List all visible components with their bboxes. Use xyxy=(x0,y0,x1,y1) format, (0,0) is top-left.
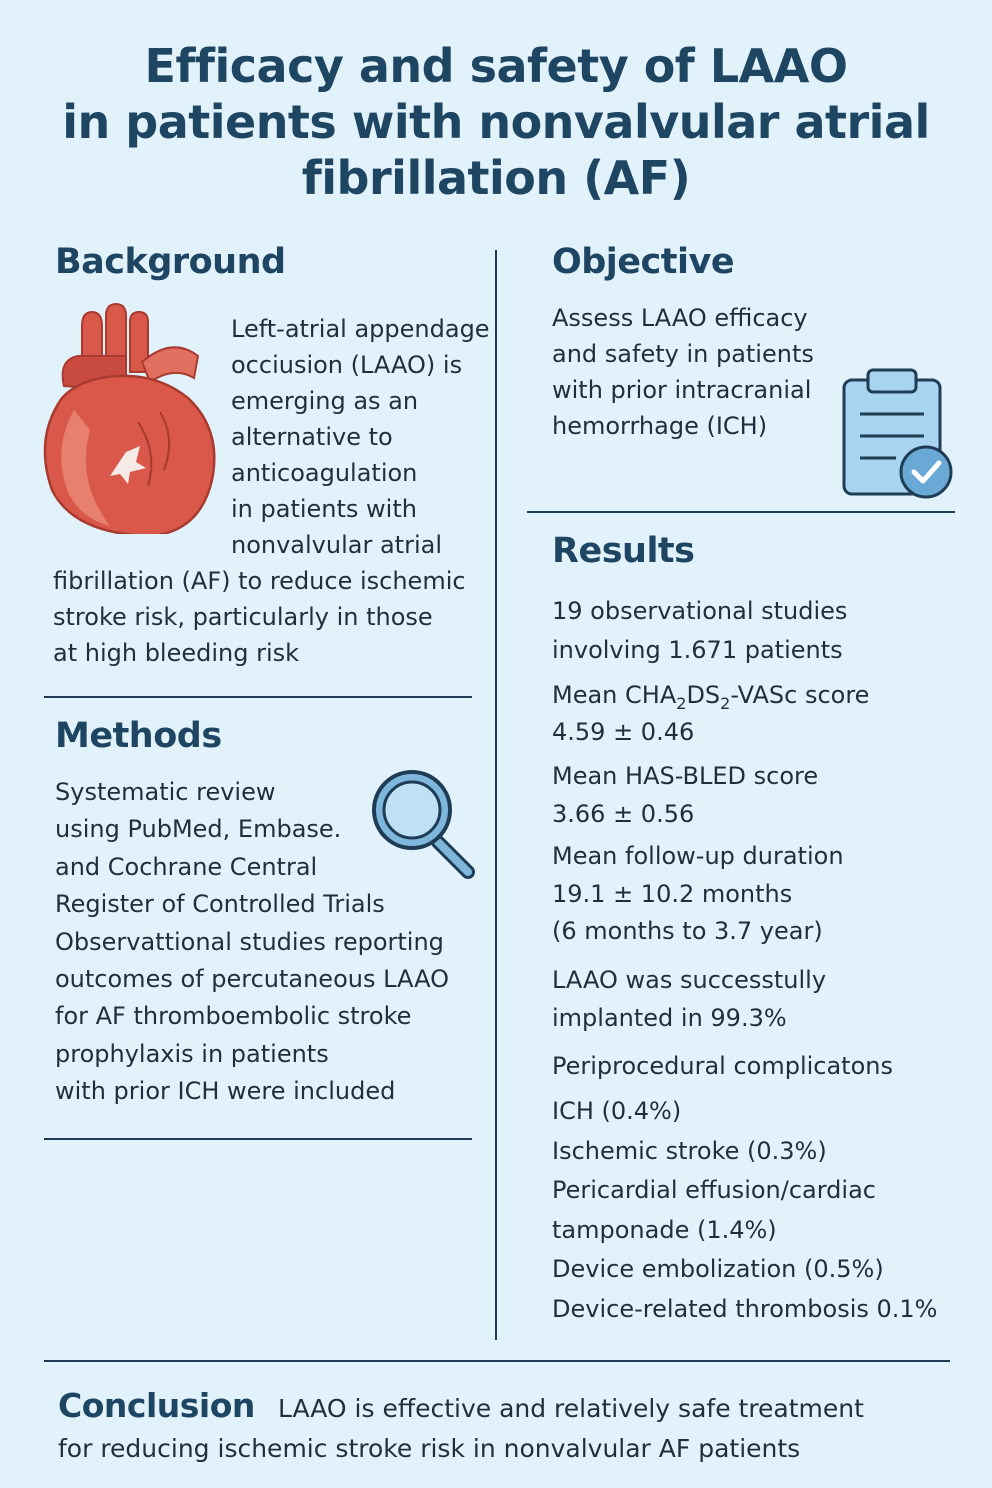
followup-range: (6 months to 3.7 year) xyxy=(552,917,823,945)
objective-line: with prior intracranial xyxy=(552,376,812,404)
page-title xyxy=(60,38,932,206)
results-complications xyxy=(552,1092,937,1329)
title-line-3: fibrillation (AF) xyxy=(301,151,691,205)
methods-text xyxy=(55,774,449,1111)
followup-value: 19.1 ± 10.2 months xyxy=(552,879,793,908)
results-followup xyxy=(552,838,844,951)
methods-line: Systematic review xyxy=(55,778,276,806)
results-line: 19 observational studies xyxy=(552,597,848,625)
cha-value: 4.59 ± 0.46 xyxy=(552,718,695,746)
background-line: at high bleeding risk xyxy=(53,639,300,667)
results-cha xyxy=(552,677,869,751)
methods-heading: Methods xyxy=(55,716,222,756)
background-heading: Background xyxy=(55,242,286,282)
background-text-full xyxy=(53,563,466,671)
results-line: involving 1.671 patients xyxy=(552,636,843,664)
objective-heading: Objective xyxy=(552,242,735,282)
column-divider xyxy=(495,250,497,1340)
results-implant xyxy=(552,962,826,1037)
background-line: in patients with xyxy=(231,495,417,523)
conclusion-block xyxy=(58,1386,958,1467)
conclusion-divider xyxy=(44,1360,950,1362)
methods-line: with prior ICH were included xyxy=(55,1077,396,1106)
hasbled-label: Mean HAS-BLED score xyxy=(552,762,819,790)
cha-label: Mean $CHA_2DS_2$-VASc score xyxy=(552,681,870,713)
objective-divider xyxy=(527,511,955,513)
methods-line: for AF thromboembolic stroke xyxy=(55,1002,412,1031)
complication-item: Device embolization (0.5%) xyxy=(552,1255,884,1283)
followup-label: Mean follow-up duration xyxy=(552,842,844,870)
results-complications-heading: Periprocedural complicatons xyxy=(552,1052,893,1080)
background-line: nonvalvular atrial xyxy=(231,531,442,559)
background-text-wrapped xyxy=(231,311,490,563)
objective-line: and safety in patients xyxy=(552,340,814,368)
methods-line: and Cochrane Central xyxy=(55,852,318,881)
results-line: LAAO was successtully xyxy=(552,966,827,994)
methods-line: prophylaxis in patients xyxy=(55,1039,329,1068)
background-line: fibrillation (AF) to reduce ischemic xyxy=(53,567,466,595)
results-line: implanted in 99.3% xyxy=(552,1003,787,1032)
background-line: Left-atrial appendage xyxy=(231,315,490,343)
title-line-1: Efficacy and safety of LAAO xyxy=(144,39,848,93)
objective-line: Assess LAAO efficacy xyxy=(552,304,808,332)
objective-line: hemorrhage (ICH) xyxy=(552,412,768,440)
methods-divider xyxy=(44,1138,472,1140)
hasbled-value: 3.66 ± 0.56 xyxy=(552,800,695,828)
background-line: anticoagulation xyxy=(231,459,418,487)
title-line-2: in patients with nonvalvular atrial xyxy=(62,95,930,149)
background-line: occiusion (LAAO) is xyxy=(231,351,463,379)
complication-item: Pericardial effusion/cardiac xyxy=(552,1176,876,1204)
methods-line: Observattional studies reporting xyxy=(55,927,444,956)
conclusion-line-2: for reducing ischemic stroke risk in nonvalvular AF patients xyxy=(58,1434,801,1463)
methods-line: outcomes of percutaneous LAAO xyxy=(55,965,449,994)
background-line: alternative to xyxy=(231,423,393,451)
complication-item: Device-related thrombosis 0.1% xyxy=(552,1294,938,1323)
clipboard-check-icon xyxy=(840,366,956,502)
background-divider xyxy=(44,696,472,698)
conclusion-heading: Conclusion xyxy=(58,1386,255,1425)
background-line: stroke risk, particularly in those xyxy=(53,603,433,631)
methods-line: Register of Controlled Trials xyxy=(55,890,385,919)
complication-item: Ischemic stroke (0.3%) xyxy=(552,1136,827,1165)
conclusion-line-1: LAAO is effective and relatively safe treatment xyxy=(277,1394,864,1423)
results-heading: Results xyxy=(552,531,695,571)
methods-line: using PubMed, Embase. xyxy=(55,815,342,844)
objective-text xyxy=(552,300,814,444)
results-hasbled xyxy=(552,757,818,833)
background-line: emerging as an xyxy=(231,387,419,415)
heart-icon xyxy=(42,302,222,534)
results-studies xyxy=(552,592,847,670)
complication-item: tamponade (1.4%) xyxy=(552,1215,777,1244)
complication-item: ICH (0.4%) xyxy=(552,1097,682,1125)
